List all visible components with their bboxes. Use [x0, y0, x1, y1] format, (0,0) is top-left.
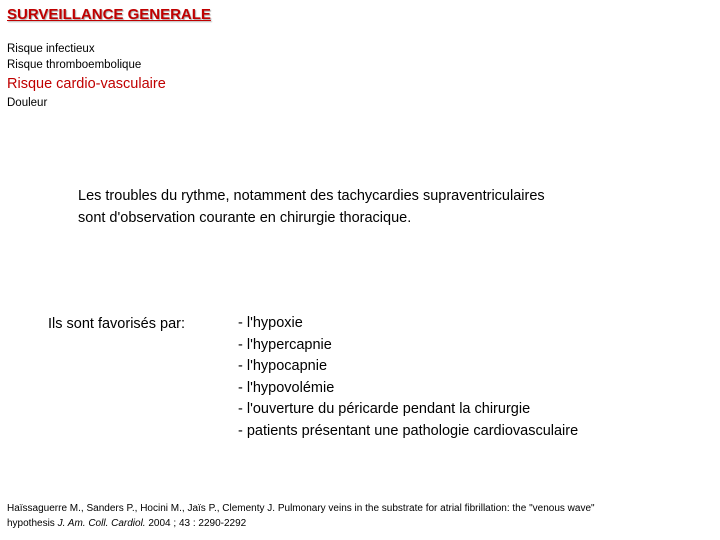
- cause-item: - patients présentant une pathologie cardiovasculaire: [238, 422, 579, 439]
- section-menu: [7, 41, 166, 111]
- intro-line-1: Les troubles du rythme, notamment des tachycardies supraventriculaires: [78, 188, 545, 204]
- page-title: SURVEILLANCE GENERALE: [7, 6, 211, 23]
- reference-citation: [7, 502, 595, 531]
- reference-suffix: 2004 ; 43 : 2290-2292: [145, 517, 247, 529]
- intro-paragraph: [78, 185, 545, 229]
- causes-list: [238, 313, 578, 442]
- cause-item: - l'hypocapnie: [238, 358, 328, 374]
- reference-journal: J. Am. Coll. Cardiol.: [57, 517, 146, 529]
- menu-item-risque-infectieux[interactable]: Risque infectieux: [7, 43, 95, 55]
- cause-item: - l'ouverture du péricarde pendant la chirurgie: [238, 401, 531, 417]
- reference-prefix: hypothesis: [7, 517, 58, 529]
- cause-item: - l'hypercapnie: [238, 336, 332, 353]
- cause-item: - l'hypovolémie: [238, 379, 335, 396]
- cause-item: - l'hypoxie: [238, 315, 303, 331]
- reference-line-1: Haïssaguerre M., Sanders P., Hocini M., Jaïs P., Clementy J. Pulmonary veins in the substrate for atrial fibrillation: the "venous wave": [7, 503, 595, 514]
- menu-item-risque-cardio-vasculaire[interactable]: Risque cardio-vasculaire: [7, 76, 166, 92]
- favorises-label: Ils sont favorisés par:: [48, 316, 185, 332]
- intro-line-2: sont d'observation courante en chirurgie thoracique.: [78, 210, 412, 226]
- menu-item-risque-thromboembolique[interactable]: Risque thromboembolique: [7, 59, 142, 71]
- menu-item-douleur[interactable]: Douleur: [7, 97, 48, 109]
- reference-line-2: [7, 517, 595, 532]
